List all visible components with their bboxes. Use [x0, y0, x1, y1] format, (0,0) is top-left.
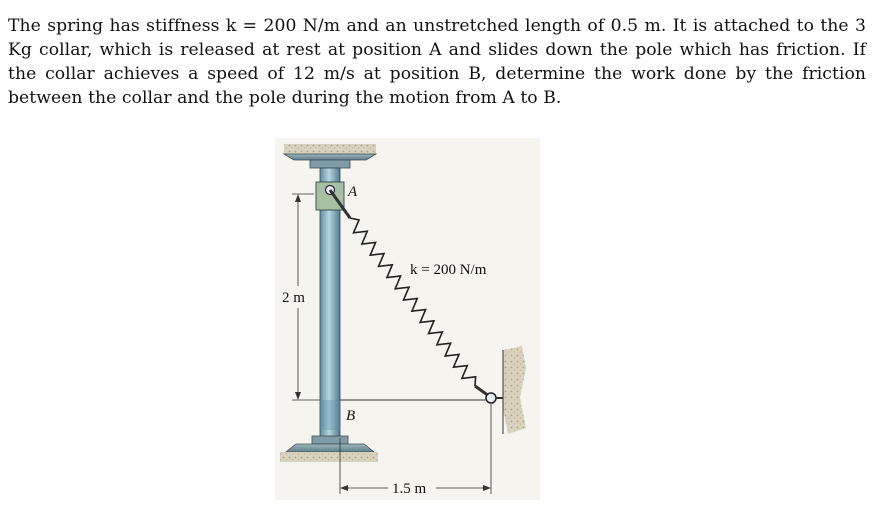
collar-spring-figure	[270, 138, 545, 500]
problem-statement	[8, 14, 866, 110]
position-b-marker	[320, 400, 340, 430]
problem-text: The spring has stiffness k = 200 N/m and an unstretched length of 0.5 m. It is attached to the 3 Kg collar, which is released at rest at position A and slides down the pole which has friction. If the collar achieves a speed of 12 m/s at position B, determine the work done by the friction between the collar and the pole during the motion from A to B.	[8, 16, 866, 108]
label-a: A	[348, 184, 358, 200]
label-b: B	[346, 408, 356, 424]
label-stiffness: k = 200 N/m	[410, 262, 487, 278]
label-height: 2 m	[282, 290, 305, 306]
label-width: 1.5 m	[392, 481, 427, 497]
